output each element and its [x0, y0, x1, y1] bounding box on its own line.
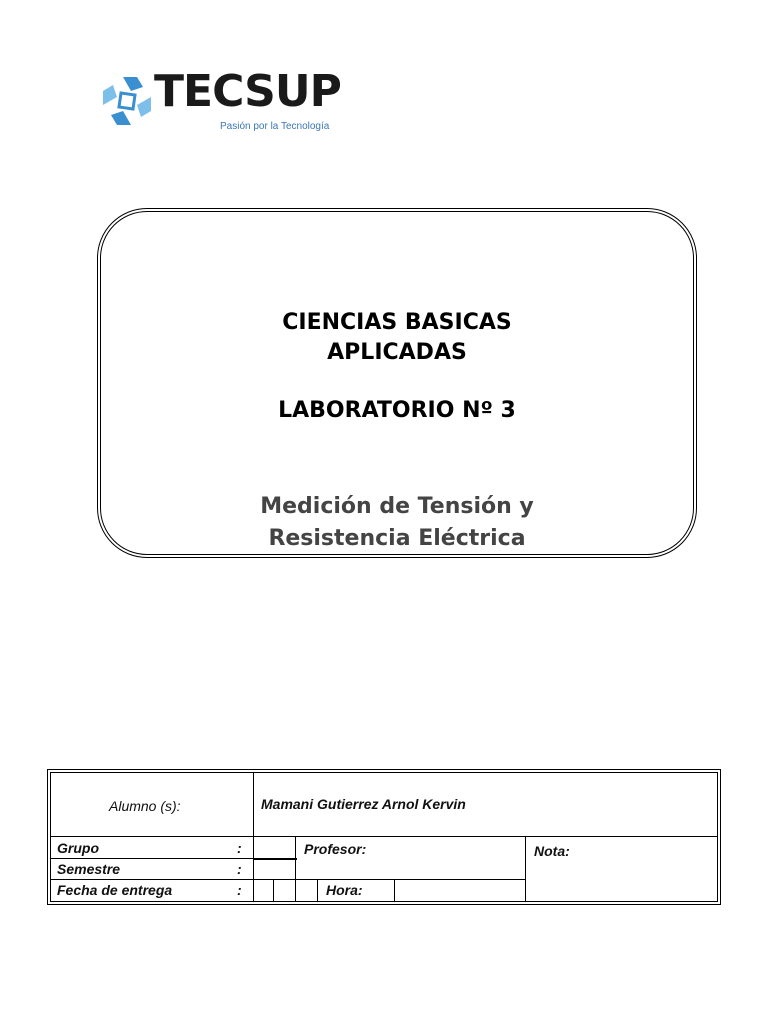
grade-label: Nota: [534, 843, 570, 859]
student-label: Alumno (s): [109, 798, 181, 814]
tecsup-emblem-icon [98, 72, 156, 130]
column-divider [253, 773, 254, 901]
column-divider [295, 836, 296, 901]
student-info-table [47, 769, 721, 905]
student-name: Mamani Gutierrez Arnol Kervin [261, 796, 466, 812]
title-box [97, 208, 697, 558]
group-colon: : [237, 840, 242, 856]
logo-tagline: Pasión por la Tecnología [220, 121, 330, 132]
logo-wordmark: TECSUP [154, 66, 341, 117]
course-title-line2: APLICADAS [327, 340, 467, 365]
group-label: Grupo [57, 840, 99, 856]
column-divider [317, 879, 318, 901]
date-colon: : [237, 882, 242, 898]
semester-colon: : [237, 861, 242, 877]
column-divider [525, 836, 526, 901]
semester-label: Semestre [57, 861, 121, 877]
row-divider [253, 859, 297, 860]
subject-line2: Resistencia Eléctrica [268, 526, 526, 551]
tecsup-logo [98, 66, 341, 138]
course-title-line1: CIENCIAS BASICAS [282, 310, 512, 335]
time-label: Hora: [326, 882, 363, 898]
subject-line1: Medición de Tensión y [260, 494, 534, 519]
column-divider [273, 879, 274, 901]
column-divider [394, 879, 395, 901]
teacher-label: Profesor: [304, 841, 367, 857]
row-divider [51, 836, 717, 837]
date-label: Fecha de entrega [57, 882, 173, 898]
lab-number: LABORATORIO Nº 3 [278, 398, 516, 423]
row-divider [51, 879, 525, 880]
